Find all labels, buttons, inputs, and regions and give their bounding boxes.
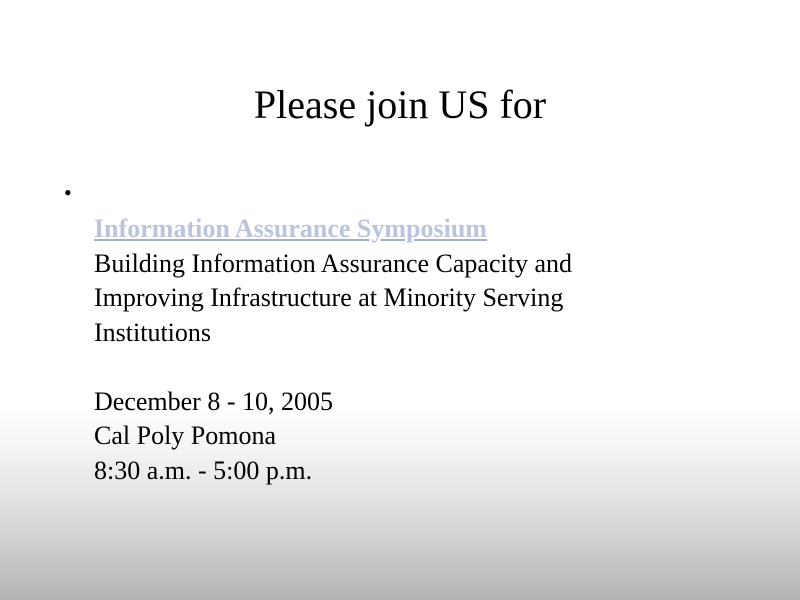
event-date: December 8 - 10, 2005 bbox=[94, 386, 333, 416]
symposium-link[interactable]: Information Assurance Symposium bbox=[94, 214, 487, 243]
slide-title: Please join US for bbox=[253, 82, 547, 127]
spacer bbox=[94, 350, 734, 385]
bullet-content bbox=[94, 212, 734, 488]
event-time: 8:30 a.m. - 5:00 p.m. bbox=[94, 455, 313, 485]
description-line-3: Institutions bbox=[94, 317, 212, 347]
event-location: Cal Poly Pomona bbox=[94, 421, 277, 450]
bullet-marker: • bbox=[64, 180, 72, 205]
description-line-2: Improving Infrastructure at Minority Serving bbox=[94, 283, 564, 312]
description-line-1: Building Information Assurance Capacity and bbox=[94, 248, 573, 278]
